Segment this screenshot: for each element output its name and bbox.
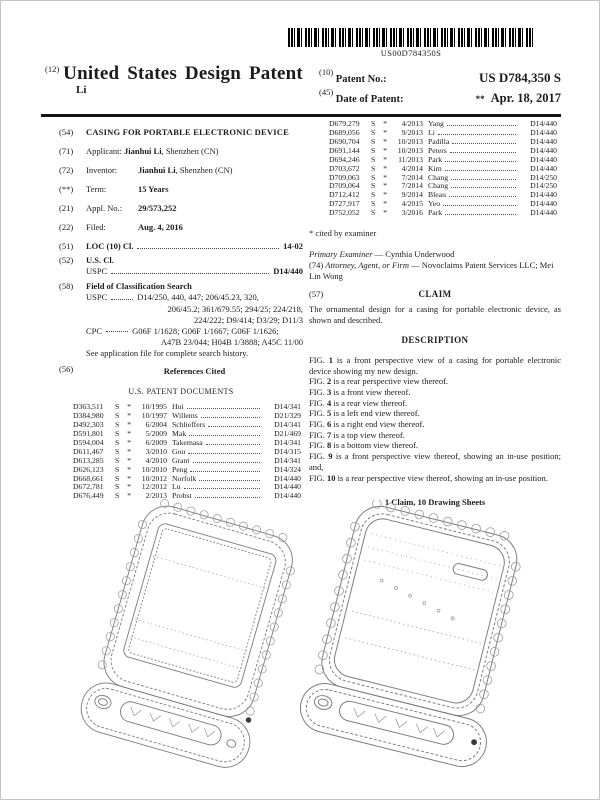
ref-date: 10/1997 [141,411,167,421]
field-72-inventor: (72) Inventor: Jianhui Li, Shenzhen (CN) [59,165,233,176]
ref-date: 2/2013 [145,491,167,501]
ref-date: 10/1995 [141,402,167,412]
ref-inventor: Willems [172,411,198,421]
ref-number: D712,412 [329,190,360,200]
ref-number: D689,056 [329,127,360,137]
reference-row: D689,056 S * 9/2013 Li D14/440 [329,127,557,137]
ref-number: D668,661 [73,473,104,483]
figure-description: FIG. 5 is a left end view thereof. [309,408,420,419]
reference-row: D703,672 S * 4/2014 Kim D14/440 [329,163,557,173]
ref-inventor: Lu [172,482,181,492]
reference-row: D727,917 S * 4/2015 Yeo D14/440 [329,199,557,209]
application-number: 29/573,252 [138,203,177,214]
cited-by-examiner-note: * cited by examiner [309,228,377,239]
field-56-references: (56) References Cited [59,364,303,385]
reference-row: D626,123 S * 10/2010 Peng D14/324 [73,464,301,474]
reference-row: D613,285 S * 4/2010 Grant D14/341 [73,455,301,465]
barcode-icon [288,28,534,47]
figure-description: FIG. 8 is a bottom view thereof. [309,440,419,451]
ref-class: D14/440 [530,136,557,146]
claim-heading: CLAIM [418,289,452,300]
reference-row: D384,980 S * 10/1997 Willems D21/329 [73,411,301,421]
ref-inventor: Norfolk [172,473,197,483]
reference-row: D668,661 S * 10/2012 Norfolk D14/440 [73,473,301,483]
references-table-left [73,403,301,501]
claim-heading-row: (57) CLAIM [309,289,561,301]
field-21-appl-no: (21) Appl. No.: 29/573,252 [59,203,177,214]
figure-descriptions [309,355,561,483]
date-tag: (45) [319,86,334,97]
field-52-us-cl: (52) U.S. Cl. USPC D14/440 [59,255,303,277]
claims-sheets-note: 1 Claim, 10 Drawing Sheets [384,497,486,508]
reference-row: D591,801 S * 5/2009 Mak D21/469 [73,428,301,438]
reference-row: D492,303 S * 6/2004 Schlieffers D14/341 [73,420,301,430]
ref-number: D626,123 [73,464,104,474]
patent-date-row [319,87,561,107]
ref-inventor: Chang [428,172,449,182]
reference-row: D694,246 S * 11/2013 Park D14/440 [329,154,557,164]
ref-inventor: Bleau [428,190,446,200]
reference-row: D752,052 S * 3/2016 Park D14/440 [329,208,557,218]
description-heading: DESCRIPTION [401,335,469,346]
ref-date: 7/2014 [401,181,423,191]
references-heading: References Cited [163,365,226,376]
kind-code: (12) [45,64,60,74]
ref-class: D14/341 [274,437,301,447]
ref-class: D14/440 [530,208,557,218]
reference-row: D712,412 S * 9/2014 Bleau D14/440 [329,190,557,200]
reference-row: D676,449 S * 2/2013 Probst D14/440 [73,491,301,501]
ref-date: 10/2012 [141,473,167,483]
invention-title: CASING FOR PORTABLE ELECTRONIC DEVICE [86,127,289,137]
inventor-name: Jianhui Li [138,165,176,176]
ref-class: D21/469 [274,428,301,438]
ref-inventor: Takemasa [172,437,203,447]
ref-number: D679,279 [329,119,360,128]
ref-class: D14/440 [530,119,557,128]
barcode-text: US00D784350S [380,48,442,58]
front-perspective-figure [69,498,306,799]
figure-description: FIG. 9 is a front perspective view thereof, showing an in-use position; and, [309,451,562,472]
ref-inventor: Schlieffers [172,420,206,430]
ref-inventor: Peters [428,145,447,155]
figure-description: FIG. 6 is a right end view thereof. [309,419,425,430]
reference-row: D672,781 S * 12/2012 Lu D14/440 [73,482,301,492]
ref-number: D613,285 [73,455,104,465]
attorney-line: (74) Attorney, Agent, or Firm — Novoclaims Patent Services LLC; Mei Lin Wong [309,260,554,282]
filing-date: Aug. 4, 2016 [138,222,183,233]
ref-date: 4/2015 [401,199,423,209]
primary-examiner-line: Primary Examiner — Cynthia Underwood [309,249,455,260]
figure-description: FIG. 3 is a front view thereof. [309,386,411,397]
field-54-title: (54) CASING FOR PORTABLE ELECTRONIC DEVICE [59,127,303,138]
patent-no-label: Patent No.: [335,74,387,85]
ref-class: D14/341 [274,455,301,465]
ref-date: 4/2014 [401,163,423,173]
date-label: Date of Patent: [335,93,404,105]
rear-perspective-figure [291,500,535,773]
reference-row: D363,511 S * 10/1995 Hui D14/341 [73,402,301,412]
term-value: 15 Years [138,184,169,195]
ref-inventor: Grant [172,455,190,465]
ref-number: D594,004 [73,437,104,447]
examiner-name: Cynthia Underwood [385,249,455,260]
ref-number: D690,704 [329,136,360,146]
ref-date: 3/2016 [401,208,423,218]
figure-description: FIG. 1 is a front perspective view of a casing for portable electronic device showing my new design. [309,354,562,376]
ref-number: D611,467 [73,446,104,456]
ref-date: 7/2014 [401,172,423,182]
patent-no-tag: (10) [319,67,334,77]
figure-description: FIG. 10 is a rear perspective view thereof, showing an in-use position. [309,472,548,483]
claim-text: The ornamental design for a casing for portable electronic device, as shown and described. [309,304,561,326]
ref-inventor: Kim [428,163,442,173]
figure-description: FIG. 7 is a top view thereof. [309,429,405,440]
ref-inventor: Yeo [428,199,441,209]
patent-date: Apr. 18, 2017 [490,90,561,105]
ref-inventor: Probst [172,491,192,501]
ref-inventor: Mak [172,428,187,438]
ref-number: D672,781 [73,482,104,492]
ref-number: D591,801 [73,428,104,438]
ref-class: D21/329 [274,411,301,421]
ref-class: D14/250 [530,181,557,191]
applicant-name: Jianhui Li [124,146,162,157]
ref-number: D709,064 [329,181,360,191]
reference-row: D611,467 S * 3/2010 Gou D14/315 [73,446,301,456]
us-patent-documents-heading: U.S. PATENT DOCUMENTS [128,386,234,396]
field-71-applicant: (71) Applicant: Jianhui Li, Shenzhen (CN) [59,146,219,157]
ref-inventor: Yang [428,119,444,128]
ref-number: D676,449 [73,491,104,501]
bibliographic-column [59,127,303,501]
reference-row: D679,279 S * 4/2013 Yang D14/440 [329,119,557,128]
ref-date: 10/2013 [397,145,423,155]
header-left [45,63,303,96]
ref-class: D14/440 [274,482,301,492]
ref-inventor: Park [428,208,443,218]
loc-class: 14-02 [283,241,303,252]
term-extension-stars: ** [475,93,485,104]
ref-class: D14/440 [274,491,301,501]
ref-date: 5/2009 [145,428,167,438]
ref-number: D703,672 [329,163,360,173]
reference-row: D690,704 S * 10/2013 Padilla D14/440 [329,136,557,146]
reference-row: D594,004 S * 6/2009 Takemasa D14/341 [73,437,301,447]
barcode-block [288,28,534,58]
ref-date: 12/2012 [141,482,167,492]
figure-description: FIG. 4 is a rear view thereof. [309,397,408,408]
ref-class: D14/440 [530,190,557,200]
ref-class: D14/440 [530,163,557,173]
ref-class: D14/440 [530,199,557,209]
header-right [319,67,561,107]
header-divider [41,114,561,117]
ref-number: D709,063 [329,172,360,182]
ref-number: D363,511 [73,402,104,412]
ref-class: D14/324 [274,464,301,474]
ref-class: D14/440 [530,154,557,164]
ref-date: 6/2004 [145,420,167,430]
references-table-right [329,120,557,218]
document-title: United States Design Patent [63,63,303,84]
field-term: (**) Term: 15 Years [59,184,169,195]
ref-inventor: Chang [428,181,449,191]
ref-inventor: Li [428,127,435,137]
ref-date: 11/2013 [398,154,423,164]
ref-class: D14/341 [274,420,301,430]
ref-number: D384,980 [73,411,104,421]
patent-number-row [319,67,561,87]
inventor-surname: Li [76,84,87,96]
ref-class: D14/315 [274,446,301,456]
patent-number: US D784,350 S [479,70,561,85]
ref-number: D727,917 [329,199,360,209]
ref-number: D492,303 [73,420,104,430]
ref-inventor: Padilla [428,136,450,146]
ref-class: D14/440 [274,473,301,483]
reference-row: D709,063 S * 7/2014 Chang D14/250 [329,172,557,182]
ref-class: D14/341 [274,402,301,412]
ref-date: 4/2013 [401,119,423,128]
ref-date: 6/2009 [145,437,167,447]
reference-row: D709,064 S * 7/2014 Chang D14/250 [329,181,557,191]
figure-description: FIG. 2 is a rear perspective view thereof. [309,376,449,387]
abstract-column [309,120,561,508]
ref-date: 9/2014 [401,190,423,200]
ref-number: D691,144 [329,145,360,155]
ref-inventor: Park [428,154,443,164]
ref-date: 9/2013 [401,127,423,137]
ref-inventor: Peng [172,464,188,474]
search-history-note: See application file for complete search history. [86,347,249,358]
reference-row: D691,144 S * 10/2013 Peters D14/440 [329,145,557,155]
field-51-loc: (51) LOC (10) Cl. 14-02 [59,241,303,252]
ref-class: D14/250 [530,172,557,182]
ref-date: 3/2010 [145,446,167,456]
ref-inventor: Hui [172,402,184,412]
ref-number: D694,246 [329,154,360,164]
attorney-name: Novoclaims Patent Services LLC; Mei Lin Wong [309,260,554,282]
ref-date: 4/2010 [145,455,167,465]
ref-class: D14/440 [530,145,557,155]
ref-number: D752,052 [329,208,360,218]
field-22-filed: (22) Filed: Aug. 4, 2016 [59,222,183,233]
ref-class: D14/440 [530,127,557,137]
ref-inventor: Gou [172,446,186,456]
field-58-search: (58) Field of Classification Search USPC D14/250, 440, 447; 206/45.23, 320, 206/45.2; 361/679.55; 294/25; 224/218, 224/222; D9/414; D3/29; D11/3 CPC G06F 1/1628; G06F 1/1667; G06F 1/1626; A47B 23/044; H04B 1/3888; A45C 11/00 See application file for complete search history. [59,281,303,358]
uspc-class: D14/440 [273,266,303,277]
ref-date: 10/2010 [141,464,167,474]
ref-date: 10/2013 [397,136,423,146]
